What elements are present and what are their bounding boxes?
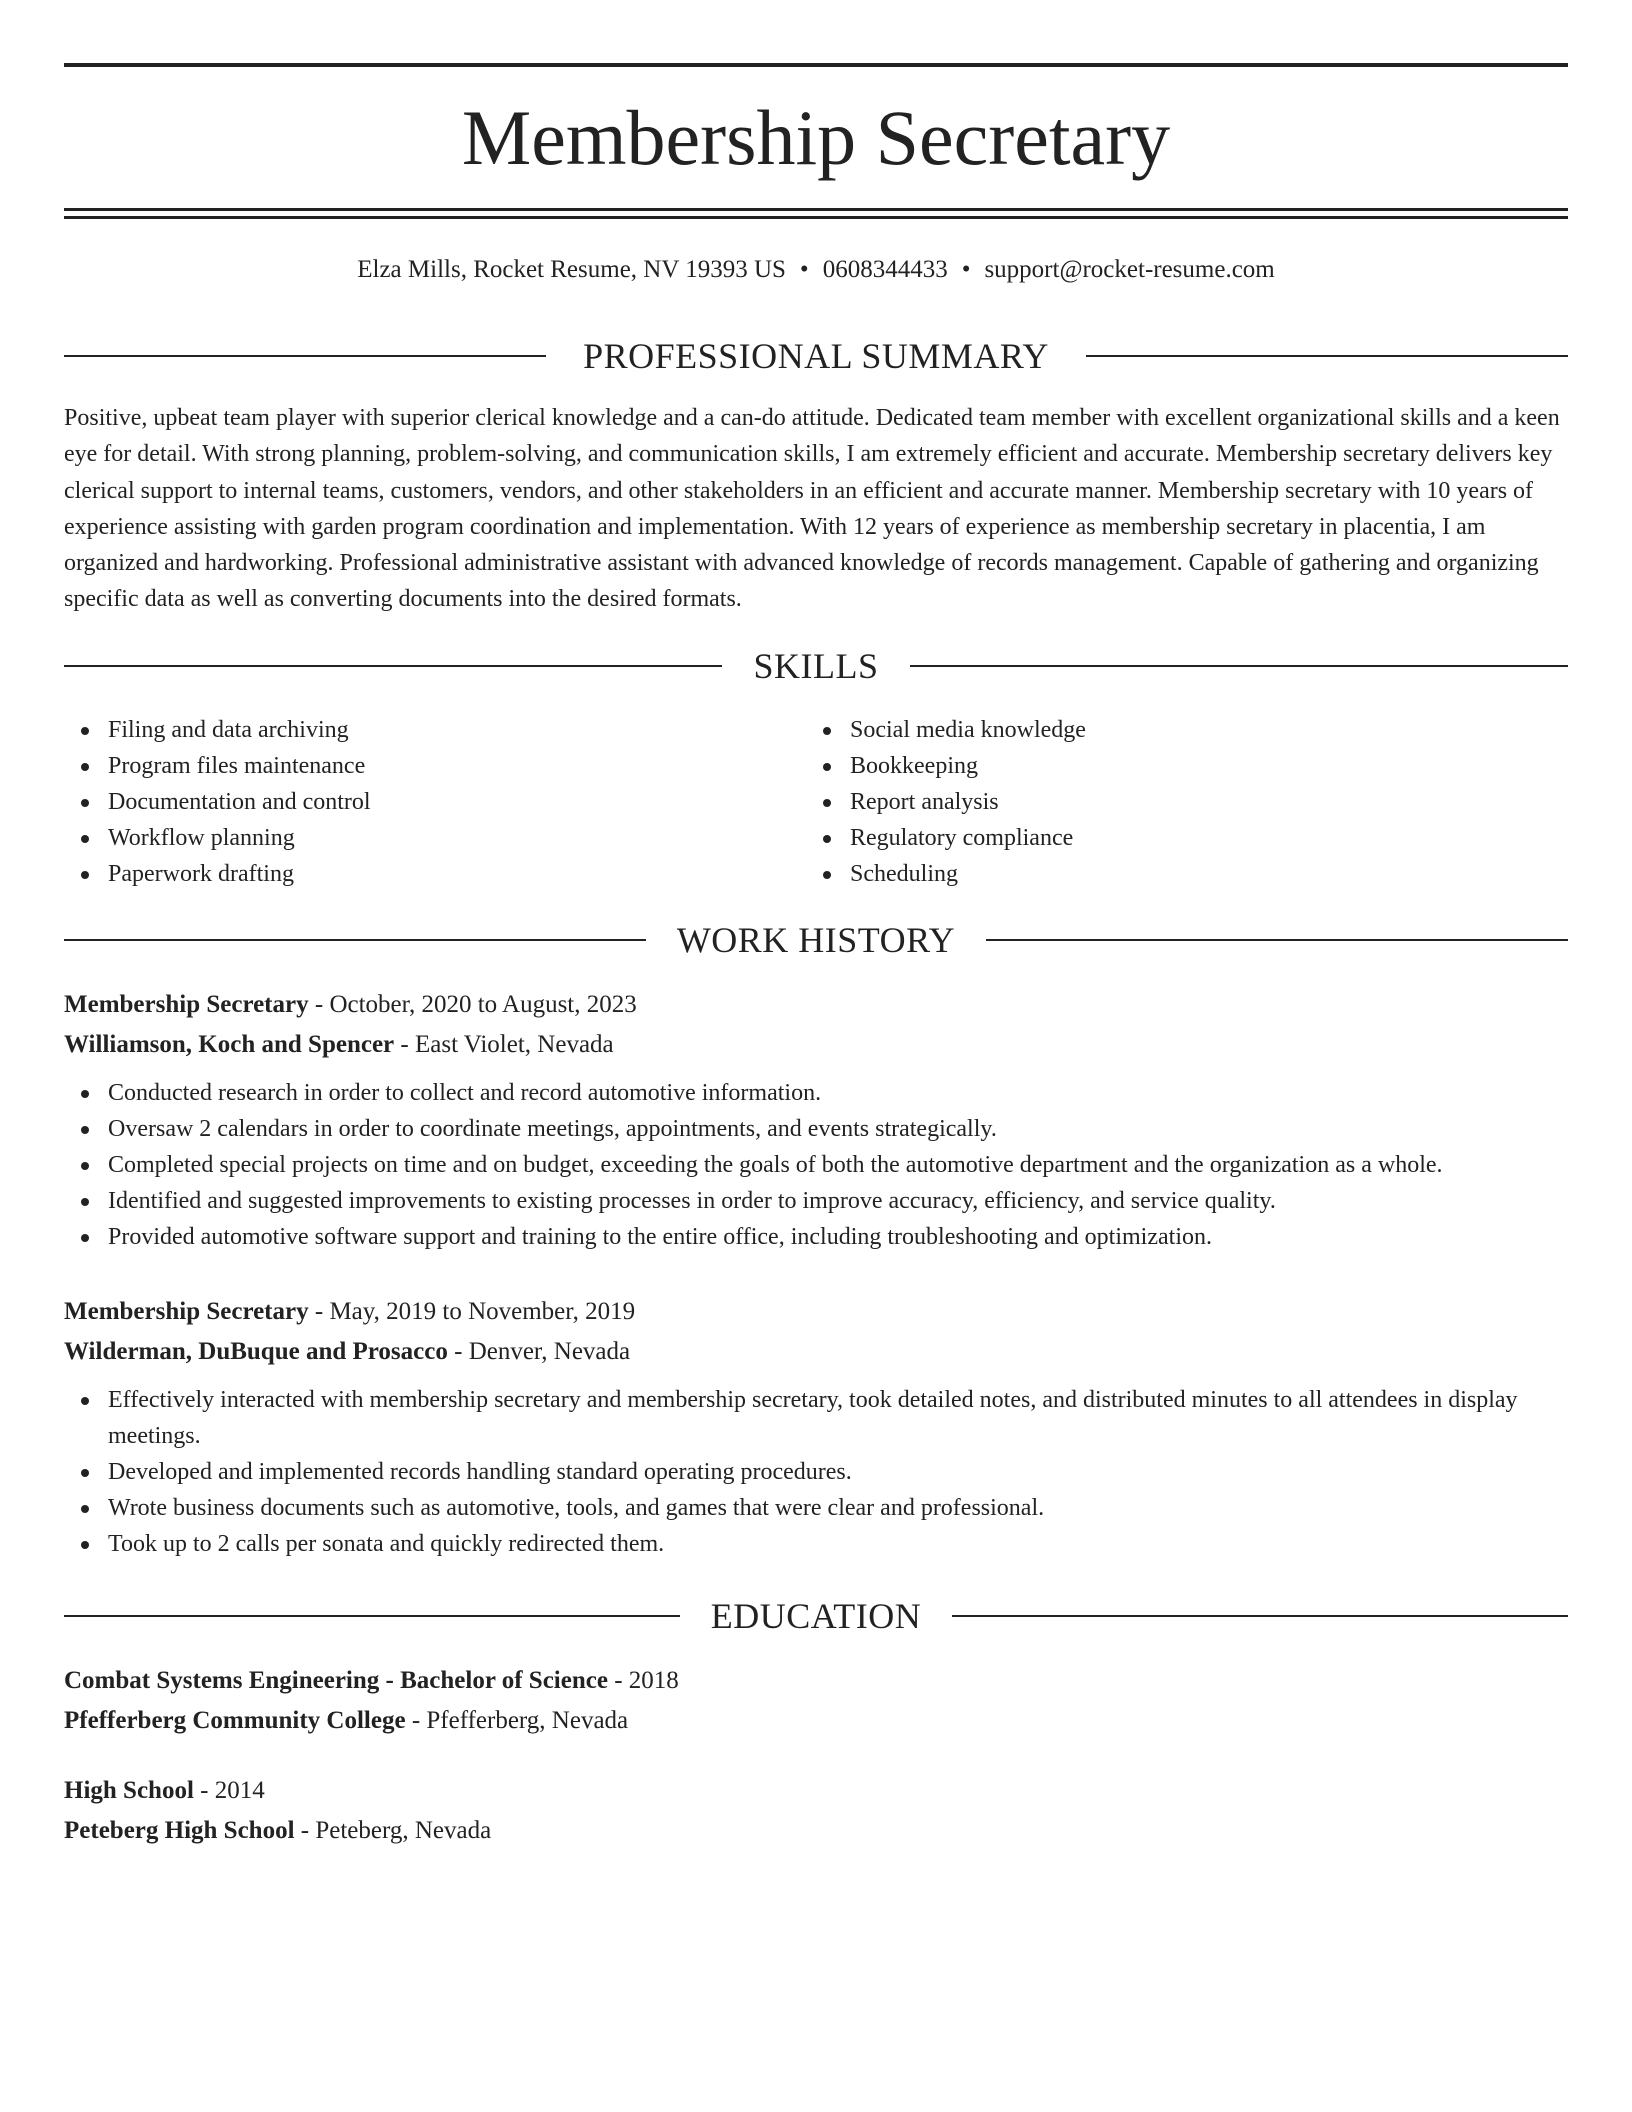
- work-entry: Membership Secretary - October, 2020 to August, 2023 Williamson, Koch and Spencer - East Violet, Nevada Conducted research in order to collect and record automotive information. Oversaw 2 calendars in order to coordinate meetings, appointments, and events strategically. Completed special projects on time and on budget, exceeding the goals of both the automotive department and the organization as a whole. Identified and suggested improvements to existing processes in order to improve accuracy, efficiency, and service quality. Provided automotive software support and training to the entire office, including troubleshooting and optimization.: [64, 985, 1568, 1255]
- job-bullet: Oversaw 2 calendars in order to coordinate meetings, appointments, and events strategically.: [64, 1111, 1568, 1147]
- section-rule-right: [986, 939, 1568, 941]
- job-company: Wilderman, DuBuque and Prosacco: [64, 1338, 448, 1365]
- section-title: EDUCATION: [710, 1596, 922, 1636]
- skill-item: Bookkeeping: [806, 748, 1546, 784]
- skill-item: Report analysis: [806, 784, 1546, 820]
- contact-line: [64, 252, 1568, 288]
- resume-title: Membership Secretary: [461, 94, 1171, 181]
- skill-item: Social media knowledge: [806, 712, 1546, 748]
- job-bullet: Completed special projects on time and on budget, exceeding the goals of both the automotive department and the organization as a whole.: [64, 1147, 1568, 1183]
- contact-address: Elza Mills, Rocket Resume, NV 19393 US: [357, 256, 786, 283]
- header-bottom-rule-2: [64, 216, 1568, 219]
- contact-separator: •: [799, 256, 809, 283]
- section-title: PROFESSIONAL SUMMARY: [583, 336, 1049, 376]
- education-entry: High School - 2014 Peteberg High School - Peteberg, Nevada: [64, 1777, 492, 1844]
- skill-item: Paperwork drafting: [64, 856, 804, 892]
- skills-section-header: [64, 644, 1568, 688]
- contact-email: support@rocket-resume.com: [984, 256, 1275, 283]
- skills-column-right: [806, 712, 1546, 892]
- job-title: Membership Secretary: [64, 1298, 309, 1325]
- section-rule-right: [1086, 355, 1568, 357]
- summary-section-header: [64, 334, 1568, 378]
- edu-degree: Combat Systems Engineering - Bachelor of Science: [64, 1667, 608, 1694]
- job-bullets: [64, 1075, 1568, 1255]
- job-title: Membership Secretary: [64, 991, 309, 1018]
- section-title: WORK HISTORY: [676, 920, 956, 960]
- contact-phone: 0608344433: [822, 256, 948, 283]
- section-title: SKILLS: [753, 646, 879, 686]
- skill-item: Regulatory compliance: [806, 820, 1546, 856]
- job-bullet: Identified and suggested improvements to existing processes in order to improve accuracy, efficiency, and service quality.: [64, 1183, 1568, 1219]
- job-bullet: Developed and implemented records handling standard operating procedures.: [64, 1454, 1568, 1490]
- work-section-header: [64, 918, 1568, 962]
- section-rule-right: [952, 1615, 1568, 1617]
- job-bullet: Effectively interacted with membership secretary and membership secretary, took detailed notes, and distributed minutes to all attendees in display meetings.: [64, 1382, 1568, 1454]
- job-location: Denver, Nevada: [468, 1338, 631, 1365]
- edu-school: Pfefferberg Community College: [64, 1707, 406, 1734]
- header-top-rule: [64, 63, 1568, 67]
- edu-degree: High School: [64, 1777, 194, 1804]
- edu-year: 2014: [214, 1777, 265, 1804]
- job-bullet: Conducted research in order to collect and record automotive information.: [64, 1075, 1568, 1111]
- edu-school: Peteberg High School: [64, 1817, 295, 1844]
- education-entry: Combat Systems Engineering - Bachelor of Science - 2018 Pfefferberg Community College - Pfefferberg, Nevada: [64, 1667, 679, 1734]
- job-dates: May, 2019 to November, 2019: [329, 1298, 636, 1325]
- skill-item: Documentation and control: [64, 784, 804, 820]
- skill-item: Program files maintenance: [64, 748, 804, 784]
- skills-column-left: [64, 712, 804, 892]
- job-company: Williamson, Koch and Spencer: [64, 1031, 395, 1058]
- job-bullet: Wrote business documents such as automotive, tools, and games that were clear and professional.: [64, 1490, 1568, 1526]
- job-location: East Violet, Nevada: [414, 1031, 614, 1058]
- skill-item: Scheduling: [806, 856, 1546, 892]
- work-entry: Membership Secretary - May, 2019 to November, 2019 Wilderman, DuBuque and Prosacco - Denver, Nevada Effectively interacted with membership secretary and membership secretary, took detailed notes, and distributed minutes to all attendees in display meetings. Developed and implemented records handling standard operating procedures. Wrote business documents such as automotive, tools, and games that were clear and professional. Took up to 2 calls per sonata and quickly redirected them.: [64, 1292, 1568, 1562]
- section-rule-right: [910, 665, 1568, 667]
- contact-separator: •: [961, 256, 971, 283]
- edu-location: Pfefferberg, Nevada: [426, 1707, 629, 1734]
- skill-item: Filing and data archiving: [64, 712, 804, 748]
- education-section-header: [64, 1594, 1568, 1638]
- skill-item: Workflow planning: [64, 820, 804, 856]
- job-bullets: [64, 1382, 1568, 1562]
- job-bullet: Provided automotive software support and training to the entire office, including troubleshooting and optimization.: [64, 1219, 1568, 1255]
- edu-location: Peteberg, Nevada: [315, 1817, 492, 1844]
- job-bullet: Took up to 2 calls per sonata and quickly redirected them.: [64, 1526, 1568, 1562]
- header-bottom-rule: [64, 208, 1568, 211]
- summary-text: Positive, upbeat team player with superior clerical knowledge and a can-do attitude. Dedicated team member with excellent organizational skills and a keen eye for detail. With strong planning, problem-solving, and communication skills, I am extremely efficient and accurate. Membership secretary delivers key clerical support to internal teams, customers, vendors, and other stakeholders in an efficient and accurate manner. Membership secretary with 10 years of experience assisting with garden program coordination and implementation. With 12 years of experience as membership secretary in placentia, I am organized and hardworking. Professional administrative assistant with advanced knowledge of records management. Capable of gathering and organizing specific data as well as converting documents into the desired formats.: [64, 405, 1560, 613]
- edu-year: 2018: [628, 1667, 679, 1694]
- job-dates: October, 2020 to August, 2023: [329, 991, 637, 1018]
